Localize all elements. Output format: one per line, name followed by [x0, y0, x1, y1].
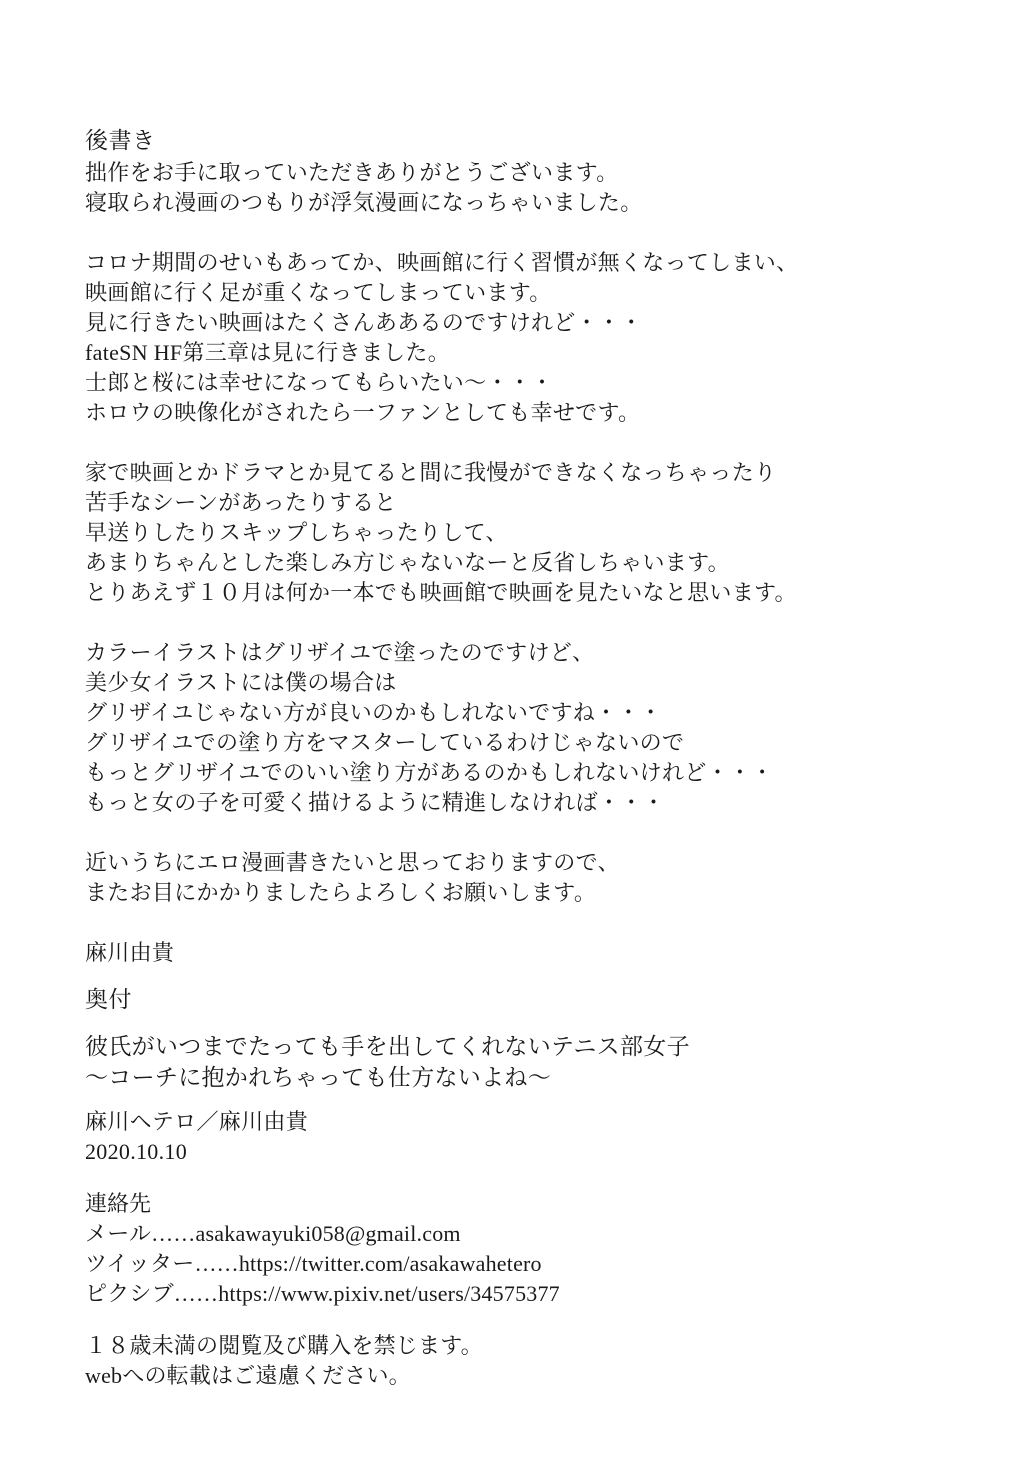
- afterword-line: カラーイラストはグリザイユで塗ったのですけど、: [85, 640, 595, 665]
- work-title-line-2: 〜コーチに抱かれちゃっても仕方ないよね〜: [85, 1065, 551, 1090]
- paragraph-spacer: [85, 218, 945, 248]
- afterword-heading: 後書き: [85, 128, 156, 153]
- contact-label: 連絡先: [85, 1191, 152, 1216]
- work-title-line-1: 彼氏がいつまでたっても手を出してくれないテニス部女子: [85, 1034, 690, 1059]
- afterword-line: 家で映画とかドラマとか見てると間に我慢ができなくなっちゃったり: [85, 460, 777, 485]
- contact-twitter[interactable]: ツイッター……https://twitter.com/asakawahetero: [85, 1251, 542, 1276]
- circle-author: 麻川ヘテロ／麻川由貴: [85, 1109, 309, 1134]
- contact-pixiv[interactable]: ピクシブ……https://www.pixiv.net/users/34575377: [85, 1281, 560, 1306]
- afterword-line: 士郎と桜には幸せになってもらいたい〜・・・: [85, 370, 554, 395]
- spacer: [85, 1017, 945, 1031]
- afterword-line: 近いうちにエロ漫画書きたいと思っておりますので、: [85, 850, 620, 875]
- afterword-line: コロナ期間のせいもあってか、映画館に行く習慣が無くなってしまい、: [85, 250, 799, 275]
- afterword-section: [85, 126, 945, 968]
- afterword-line: 拙作をお手に取っていただきありがとうございます。: [85, 160, 619, 185]
- afterword-line: 映画館に行く足が重くなってしまっています。: [85, 280, 552, 305]
- spacer: [85, 1167, 945, 1189]
- colophon-section: [85, 985, 945, 1391]
- paragraph-spacer: [85, 428, 945, 458]
- afterword-line: もっと女の子を可愛く描けるように精進しなければ・・・: [85, 790, 665, 815]
- afterword-line: グリザイユじゃない方が良いのかもしれないですね・・・: [85, 700, 662, 725]
- afterword-line: fateSN HF第三章は見に行きました。: [85, 340, 451, 365]
- afterword-line: ホロウの映像化がされたら一ファンとしても幸せです。: [85, 400, 641, 425]
- afterword-line: 早送りしたりスキップしちゃったりして、: [85, 520, 508, 545]
- contact-email[interactable]: メール……asakawayuki058@gmail.com: [85, 1221, 461, 1246]
- afterword-line: 美少女イラストには僕の場合は: [85, 670, 397, 695]
- afterword-line: またお目にかかりましたらよろしくお願いします。: [85, 880, 597, 905]
- afterword-line: 見に行きたい映画はたくさんああるのですけれど・・・: [85, 310, 643, 335]
- afterword-line: 苦手なシーンがあったりすると: [85, 490, 397, 515]
- paragraph-spacer: [85, 818, 945, 848]
- author-signature: 麻川由貴: [85, 940, 175, 965]
- afterword-line: 寝取られ漫画のつもりが浮気漫画になっちゃいました。: [85, 190, 643, 215]
- reprint-notice: webへの転載はご遠慮ください。: [85, 1363, 411, 1388]
- paragraph-spacer: [85, 608, 945, 638]
- spacer: [85, 1093, 945, 1107]
- afterword-line: グリザイユでの塗り方をマスターしているわけじゃないので: [85, 730, 685, 755]
- afterword-line: とりあえず１０月は何か一本でも映画館で映画を見たいなと思います。: [85, 580, 797, 605]
- afterword-line: あまりちゃんとした楽しみ方じゃないなーと反省しちゃいます。: [85, 550, 730, 575]
- afterword-line: もっとグリザイユでのいい塗り方があるのかもしれないけれど・・・: [85, 760, 774, 785]
- publication-date: 2020.10.10: [85, 1139, 187, 1164]
- colophon-heading: 奥付: [85, 987, 132, 1012]
- spacer: [85, 1309, 945, 1331]
- age-restriction-notice: １８歳未満の閲覧及び購入を禁じます。: [85, 1333, 483, 1358]
